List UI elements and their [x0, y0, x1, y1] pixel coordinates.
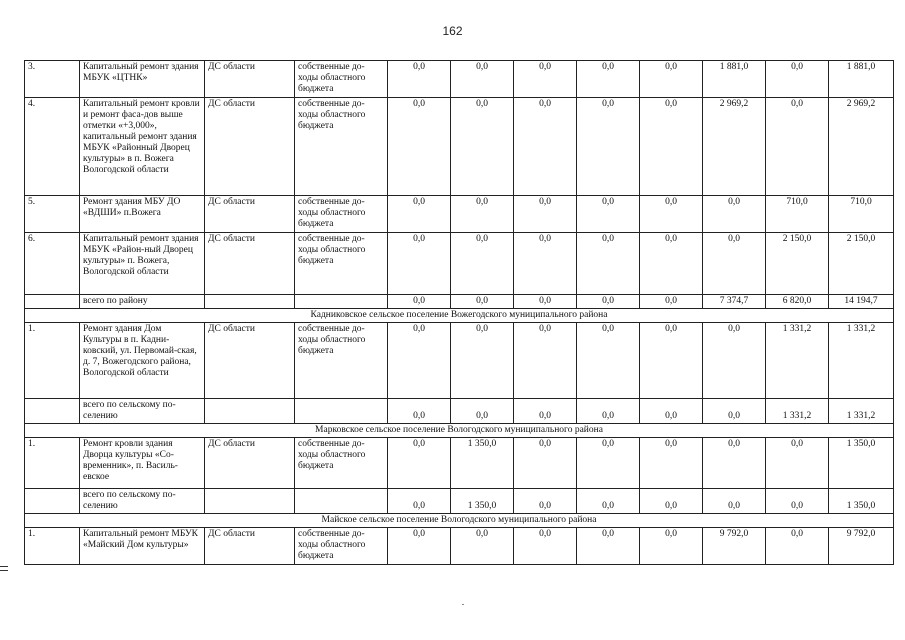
value-cell: 1 331,2	[766, 399, 829, 424]
value-cell: 0,0	[640, 196, 703, 233]
page-number: 162	[442, 24, 463, 38]
value-cell: 0,0	[703, 196, 766, 233]
value-cell: 0,0	[640, 295, 703, 309]
value-cell: 0,0	[703, 323, 766, 399]
row-name: Капитальный ремонт здания МБУК «ЦТНК»	[80, 61, 205, 98]
value-cell: 1 331,2	[829, 399, 894, 424]
value-cell: 6 820,0	[766, 295, 829, 309]
value-cell: 9 792,0	[703, 528, 766, 565]
value-cell: 0,0	[451, 528, 514, 565]
value-cell: 0,0	[451, 61, 514, 98]
total-row	[25, 295, 894, 309]
total-row	[25, 399, 894, 424]
value-cell: 0,0	[766, 98, 829, 196]
section-title: Кадниковское сельское поселение Вожегодского муниципального района	[25, 309, 894, 323]
value-cell: 1 881,0	[829, 61, 894, 98]
budget-type: собственные до-ходы областного бюджета	[295, 98, 388, 196]
value-cell: 14 194,7	[829, 295, 894, 309]
row-number	[25, 295, 80, 309]
funding-source: ДС области	[205, 61, 295, 98]
row-name: всего по сельскому по-селению	[80, 399, 205, 424]
row-number: 3.	[25, 61, 80, 98]
funding-source: ДС области	[205, 196, 295, 233]
value-cell: 1 331,2	[829, 323, 894, 399]
table-row	[25, 528, 894, 565]
value-cell: 9 792,0	[829, 528, 894, 565]
value-cell: 0,0	[388, 61, 451, 98]
value-cell: 2 150,0	[829, 233, 894, 295]
table-row	[25, 98, 894, 196]
funding-source	[205, 399, 295, 424]
value-cell: 0,0	[577, 438, 640, 489]
row-name: Ремонт здания Дом Культуры в п. Кадни-ковский, ул. Первомай-ская, д. 7, Вожегодского района, Вологодской области	[80, 323, 205, 399]
row-number: 1.	[25, 438, 80, 489]
budget-type: собственные до-ходы областного бюджета	[295, 196, 388, 233]
funding-source: ДС области	[205, 438, 295, 489]
value-cell: 0,0	[388, 196, 451, 233]
budget-type: собственные до-ходы областного бюджета	[295, 61, 388, 98]
value-cell: 0,0	[514, 295, 577, 309]
value-cell: 0,0	[514, 196, 577, 233]
section-title: Майское сельское поселение Вологодского муниципального района	[25, 514, 894, 528]
value-cell: 1 350,0	[829, 489, 894, 514]
value-cell: 0,0	[577, 489, 640, 514]
value-cell: 0,0	[766, 438, 829, 489]
budget-type: собственные до-ходы областного бюджета	[295, 528, 388, 565]
budget-type	[295, 489, 388, 514]
value-cell: 0,0	[577, 98, 640, 196]
value-cell: 0,0	[577, 295, 640, 309]
row-name: Капитальный ремонт МБУК «Майский Дом культуры»	[80, 528, 205, 565]
table-row	[25, 323, 894, 399]
total-row	[25, 489, 894, 514]
section-header-row	[25, 514, 894, 528]
value-cell: 0,0	[577, 323, 640, 399]
value-cell: 0,0	[514, 233, 577, 295]
funding-source: ДС области	[205, 233, 295, 295]
value-cell: 0,0	[703, 438, 766, 489]
value-cell: 0,0	[514, 528, 577, 565]
value-cell: 0,0	[388, 438, 451, 489]
value-cell: 7 374,7	[703, 295, 766, 309]
value-cell: 0,0	[451, 233, 514, 295]
value-cell: 0,0	[388, 295, 451, 309]
value-cell: 0,0	[766, 528, 829, 565]
value-cell: 0,0	[451, 295, 514, 309]
value-cell: 0,0	[577, 233, 640, 295]
table-row	[25, 196, 894, 233]
row-name: Ремонт кровли здания Дворца культуры «Со-временник», п. Василь-евское	[80, 438, 205, 489]
funding-source	[205, 295, 295, 309]
budget-type: собственные до-ходы областного бюджета	[295, 323, 388, 399]
value-cell: 2 150,0	[766, 233, 829, 295]
table-row	[25, 233, 894, 295]
value-cell: 0,0	[640, 61, 703, 98]
margin-mark	[0, 566, 8, 567]
funding-source: ДС области	[205, 528, 295, 565]
budget-type: собственные до-ходы областного бюджета	[295, 438, 388, 489]
budget-type: собственные до-ходы областного бюджета	[295, 233, 388, 295]
value-cell: 0,0	[640, 489, 703, 514]
table-row	[25, 61, 894, 98]
value-cell: 0,0	[514, 399, 577, 424]
value-cell: 0,0	[451, 399, 514, 424]
value-cell: 0,0	[514, 98, 577, 196]
funding-source: ДС области	[205, 98, 295, 196]
value-cell: 0,0	[514, 438, 577, 489]
row-number: 1.	[25, 528, 80, 565]
value-cell: 0,0	[640, 399, 703, 424]
margin-mark	[0, 570, 8, 571]
row-name: Капитальный ремонт здания МБУК «Район-ный Дворец культуры» п. Вожега, Вологодской области	[80, 233, 205, 295]
value-cell: 2 969,2	[829, 98, 894, 196]
row-number: 5.	[25, 196, 80, 233]
value-cell: 1 350,0	[829, 438, 894, 489]
row-name: Ремонт здания МБУ ДО «ВДШИ» п.Вожега	[80, 196, 205, 233]
funding-source	[205, 489, 295, 514]
funding-source: ДС области	[205, 323, 295, 399]
value-cell: 0,0	[451, 196, 514, 233]
value-cell: 1 350,0	[451, 489, 514, 514]
budget-type	[295, 399, 388, 424]
value-cell: 0,0	[388, 399, 451, 424]
value-cell: 0,0	[577, 61, 640, 98]
value-cell: 0,0	[640, 323, 703, 399]
value-cell: 0,0	[766, 489, 829, 514]
value-cell: 0,0	[388, 98, 451, 196]
value-cell: 0,0	[388, 323, 451, 399]
section-header-row	[25, 424, 894, 438]
value-cell: 710,0	[766, 196, 829, 233]
row-number: 1.	[25, 323, 80, 399]
value-cell: 0,0	[451, 323, 514, 399]
value-cell: 0,0	[514, 61, 577, 98]
value-cell: 0,0	[514, 489, 577, 514]
budget-table	[24, 60, 894, 565]
scan-speck	[462, 604, 464, 605]
row-number	[25, 489, 80, 514]
value-cell: 0,0	[388, 528, 451, 565]
value-cell: 0,0	[514, 323, 577, 399]
row-number: 6.	[25, 233, 80, 295]
section-title: Марковское сельское поселение Вологодского муниципального района	[25, 424, 894, 438]
value-cell: 0,0	[577, 528, 640, 565]
row-number: 4.	[25, 98, 80, 196]
value-cell: 1 350,0	[451, 438, 514, 489]
table-body	[25, 61, 894, 565]
row-name: всего по сельскому по-селению	[80, 489, 205, 514]
row-number	[25, 399, 80, 424]
section-header-row	[25, 309, 894, 323]
value-cell: 0,0	[703, 399, 766, 424]
value-cell: 0,0	[640, 233, 703, 295]
value-cell: 0,0	[703, 489, 766, 514]
budget-type	[295, 295, 388, 309]
value-cell: 0,0	[577, 399, 640, 424]
value-cell: 0,0	[640, 98, 703, 196]
table-row	[25, 438, 894, 489]
value-cell: 0,0	[640, 438, 703, 489]
value-cell: 0,0	[640, 528, 703, 565]
value-cell: 1 331,2	[766, 323, 829, 399]
value-cell: 2 969,2	[703, 98, 766, 196]
value-cell: 0,0	[703, 233, 766, 295]
value-cell: 0,0	[388, 233, 451, 295]
value-cell: 1 881,0	[703, 61, 766, 98]
row-name: Капитальный ремонт кровли и ремонт фаса-дов выше отметки «+3,000», капитальный ремонт здания МБУК «Районный Дворец культуры» в п. Вожега Вологодской области	[80, 98, 205, 196]
value-cell: 710,0	[829, 196, 894, 233]
value-cell: 0,0	[388, 489, 451, 514]
value-cell: 0,0	[766, 61, 829, 98]
value-cell: 0,0	[451, 98, 514, 196]
value-cell: 0,0	[577, 196, 640, 233]
row-name: всего по району	[80, 295, 205, 309]
